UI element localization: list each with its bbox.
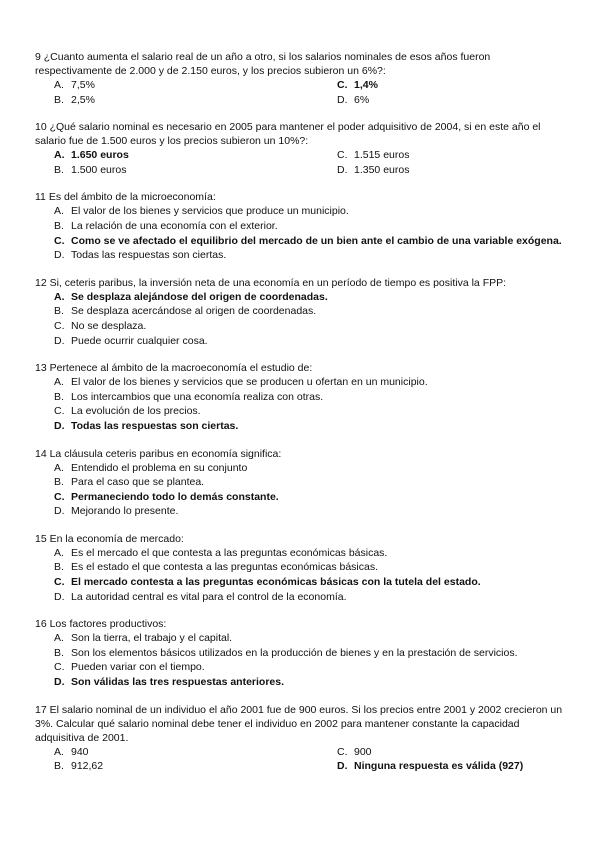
option-letter: A. xyxy=(54,149,65,162)
option-text: 1.500 euros xyxy=(71,163,127,176)
question-10 xyxy=(35,120,565,177)
options xyxy=(35,78,565,107)
option-c xyxy=(54,319,565,334)
option-letter: C. xyxy=(54,576,65,589)
option-letter: D. xyxy=(337,163,348,176)
options xyxy=(35,461,565,519)
options xyxy=(35,375,565,433)
question-text: 17 El salario nominal de un individuo el año 2001 fue de 900 euros. Si los precios entre 2001 y 2002 crecieron un 3%. Calcular qué salario nominal debe tener el individuo en 2002 para mantener constante la capacidad adquisitiva de 2001. xyxy=(35,703,563,744)
option-b xyxy=(54,759,337,774)
option-letter: A. xyxy=(54,632,64,645)
question-text: 11 Es del ámbito de la microeconomía: xyxy=(35,191,216,204)
option-text: La evolución de los precios. xyxy=(71,405,201,418)
option-a xyxy=(54,375,565,390)
question-text: 13 Pertenece al ámbito de la macroeconomía el estudio de: xyxy=(35,362,313,375)
option-letter: C. xyxy=(337,79,348,91)
option-letter: B. xyxy=(54,219,64,232)
option-a xyxy=(54,631,565,646)
option-a xyxy=(54,78,337,93)
option-letter: D. xyxy=(54,334,65,347)
option-c xyxy=(337,148,567,163)
option-d xyxy=(54,504,565,519)
option-letter: C. xyxy=(337,745,348,758)
option-text: 940 xyxy=(71,745,89,758)
option-text: 912,62 xyxy=(71,760,104,773)
option-text: La autoridad central es vital para el control de la economía. xyxy=(71,590,347,603)
option-letter: D. xyxy=(337,760,348,773)
option-b xyxy=(54,304,565,319)
question-9 xyxy=(35,50,565,107)
option-letter: B. xyxy=(54,390,64,403)
option-letter: A. xyxy=(54,205,64,218)
option-letter: A. xyxy=(54,546,64,559)
option-letter: D. xyxy=(54,505,65,518)
option-text: Todas las respuestas son ciertas. xyxy=(71,419,239,432)
option-b xyxy=(54,390,565,405)
option-c-correct xyxy=(337,78,567,93)
option-text: Son válidas las tres respuestas anteriores. xyxy=(71,676,285,689)
option-letter: D. xyxy=(54,249,65,262)
option-letter: B. xyxy=(54,476,64,489)
question-text: 15 En la economía de mercado: xyxy=(35,532,184,545)
option-a-correct xyxy=(54,148,337,163)
option-letter: C. xyxy=(54,405,65,418)
option-a xyxy=(54,461,565,476)
question-text: 9 ¿Cuanto aumenta el salario real de un año a otro, si los salarios nominales de esos años fueron respectivamente de 2.000 y de 2.150 euros, y los precios subieron un 6%?: xyxy=(35,51,491,77)
exam-page xyxy=(35,50,565,787)
option-b xyxy=(54,646,565,661)
option-d-correct xyxy=(54,675,565,690)
option-text: Es el mercado el que contesta a las preguntas económicas básicas. xyxy=(71,546,388,559)
options xyxy=(35,745,565,774)
option-letter: B. xyxy=(54,93,64,106)
option-text: Se desplaza alejándose del origen de coordenadas. xyxy=(71,290,328,303)
option-d xyxy=(337,163,567,178)
option-letter: B. xyxy=(54,163,64,176)
option-letter: A. xyxy=(54,461,64,474)
option-letter: B. xyxy=(54,646,64,659)
question-14 xyxy=(35,447,565,519)
option-text: Todas las respuestas son ciertas. xyxy=(71,249,227,262)
option-letter: D. xyxy=(54,676,65,689)
option-text: Los intercambios que una economía realiza con otras. xyxy=(71,390,324,403)
option-text: Puede ocurrir cualquier cosa. xyxy=(71,334,208,347)
option-letter: B. xyxy=(54,561,64,574)
option-text: 1,4% xyxy=(354,79,378,91)
options xyxy=(35,204,565,262)
option-a xyxy=(54,204,565,219)
option-letter: D. xyxy=(337,93,348,106)
option-letter: C. xyxy=(54,490,65,503)
option-text: Se desplaza acercándose al origen de coordenadas. xyxy=(71,305,317,318)
option-text: Permaneciendo todo lo demás constante. xyxy=(71,490,279,503)
option-text: El valor de los bienes y servicios que se producen u ofertan en un municipio. xyxy=(71,376,428,389)
option-a xyxy=(54,745,337,760)
option-text: Para el caso que se plantea. xyxy=(71,476,205,489)
option-b xyxy=(54,560,565,575)
options xyxy=(35,148,565,177)
question-12 xyxy=(35,276,565,348)
option-b xyxy=(54,93,337,108)
option-letter: D. xyxy=(54,419,65,432)
option-b xyxy=(54,475,565,490)
option-text: 7,5% xyxy=(71,79,95,91)
option-a xyxy=(54,546,565,561)
question-15 xyxy=(35,532,565,604)
option-c xyxy=(54,404,565,419)
option-letter: A. xyxy=(54,79,64,91)
option-letter: C. xyxy=(337,149,348,162)
question-11 xyxy=(35,190,565,262)
question-text: 10 ¿Qué salario nominal es necesario en 2005 para mantener el poder adquisitivo de 2004, si en este año el salario fue de 1.500 euros y los precios subieron un 10%?: xyxy=(35,121,541,148)
option-letter: A. xyxy=(54,745,64,758)
option-d xyxy=(54,334,565,349)
option-text: Entendido el problema en su conjunto xyxy=(71,461,248,474)
option-c xyxy=(337,745,567,760)
option-text: 2,5% xyxy=(71,93,95,106)
question-text: 14 La cláusula ceteris paribus en economía significa: xyxy=(35,447,282,460)
options xyxy=(35,290,565,348)
option-letter: D. xyxy=(54,590,65,603)
option-text: Pueden variar con el tiempo. xyxy=(71,661,205,674)
option-letter: C. xyxy=(54,234,65,247)
option-d xyxy=(54,248,565,263)
option-text: 1.350 euros xyxy=(354,163,410,176)
option-c-correct xyxy=(54,234,565,249)
option-c xyxy=(54,660,565,675)
option-text: 6% xyxy=(354,93,370,106)
option-text: El valor de los bienes y servicios que produce un municipio. xyxy=(71,205,349,218)
option-d-correct xyxy=(54,419,565,434)
option-letter: B. xyxy=(54,305,64,318)
option-text: Son la tierra, el trabajo y el capital. xyxy=(71,632,233,645)
question-16 xyxy=(35,617,565,689)
option-letter: A. xyxy=(54,376,64,389)
option-text: Mejorando lo presente. xyxy=(71,505,179,518)
option-a-correct xyxy=(54,290,565,305)
option-text: No se desplaza. xyxy=(71,319,147,332)
option-d-correct xyxy=(337,759,567,774)
option-text: 900 xyxy=(354,745,372,758)
option-letter: C. xyxy=(54,319,65,332)
option-text: El mercado contesta a las preguntas económicas básicas con la tutela del estado. xyxy=(71,576,481,589)
options xyxy=(35,546,565,604)
option-b xyxy=(54,163,337,178)
option-letter: C. xyxy=(54,661,65,674)
option-d xyxy=(337,93,567,108)
question-text: 12 Si, ceteris paribus, la inversión neta de una economía en un período de tiempo es positiva la FPP: xyxy=(35,276,507,289)
option-text: La relación de una economía con el exterior. xyxy=(71,219,278,232)
option-text: 1.515 euros xyxy=(354,149,410,162)
option-text: 1.650 euros xyxy=(71,149,129,162)
option-text: Es el estado el que contesta a las preguntas económicas básicas. xyxy=(71,561,379,574)
question-13 xyxy=(35,361,565,433)
option-c-correct xyxy=(54,490,565,505)
option-d xyxy=(54,590,565,605)
options xyxy=(35,631,565,689)
option-text: Ninguna respuesta es válida (927) xyxy=(354,760,524,773)
option-b xyxy=(54,219,565,234)
option-letter: A. xyxy=(54,290,65,303)
question-17 xyxy=(35,703,565,774)
option-letter: B. xyxy=(54,760,64,773)
option-text: Como se ve afectado el equilibrio del mercado de un bien ante el cambio de una variable exógena. xyxy=(71,234,562,247)
question-text: 16 Los factores productivos: xyxy=(35,618,167,631)
option-text: Son los elementos básicos utilizados en la producción de bienes y en la prestación de servicios. xyxy=(71,646,518,659)
option-c-correct xyxy=(54,575,565,590)
